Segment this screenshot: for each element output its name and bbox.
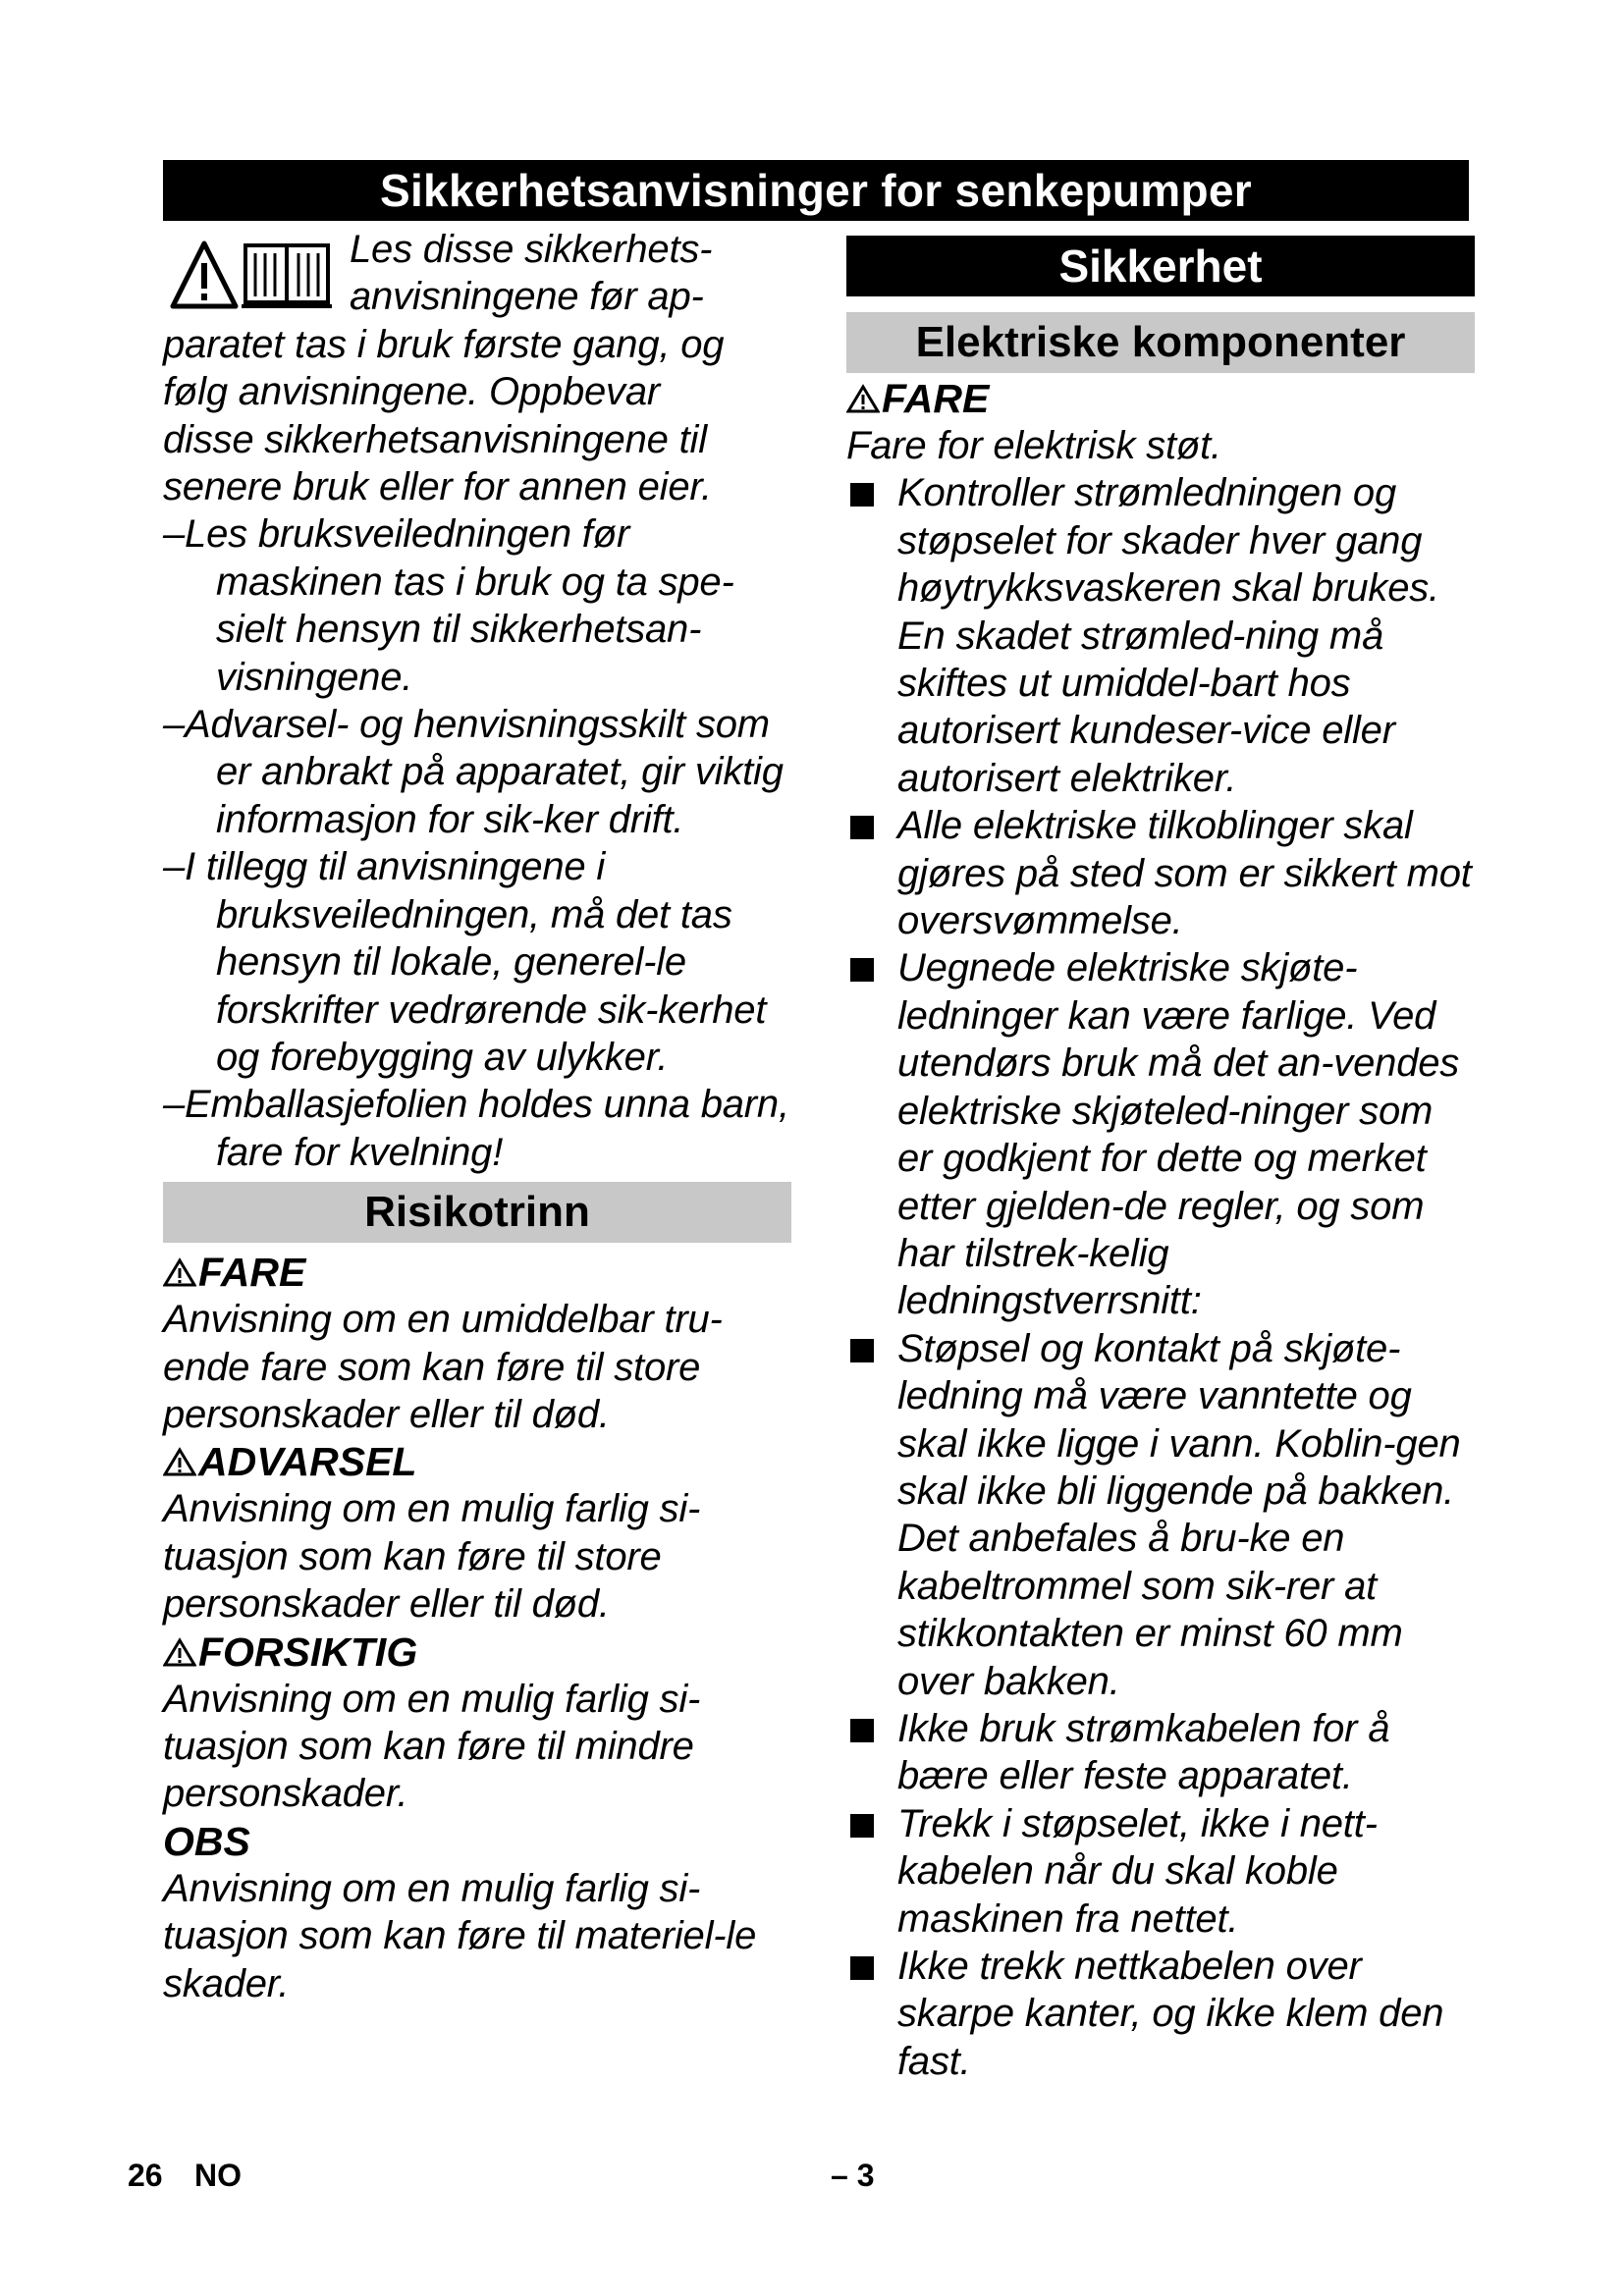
bullet-square-icon	[850, 1719, 874, 1742]
page-number: 26	[128, 2158, 163, 2193]
left-column	[163, 226, 791, 2007]
warning-manual-icon	[169, 238, 334, 310]
bullet-square-icon	[850, 1814, 874, 1838]
signal-word-forsiktig	[163, 1629, 791, 1676]
list-item-text: Støpsel og kontakt på skjøte-ledning må være vanntette og skal ikke ligge i vann. Koblin-gen skal ikke bli liggende på bakken. Det anbefales å bru-ke en kabeltrommel som sik-rer at stikkontakten er minst 60 mm over bakken.	[897, 1326, 1461, 1703]
intro-line: Les disse sikkerhets-	[350, 228, 713, 271]
bullet-square-icon	[850, 958, 874, 982]
intro-line: paratet tas i bruk første gang, og	[163, 322, 725, 366]
list-item-text: Alle elektriske tilkoblinger skal gjøres på sted som er sikkert mot oversvømmelse.	[897, 804, 1472, 943]
list-item-text: Uegnede elektriske skjøte-ledninger kan være farlige. Ved utendørs bruk må det an-vendes elektriske skjøteled-ninger som er godkjent for dette og merket etter gjelden-de regler, og som har tilstrek-kelig ledningstverrsnitt:	[897, 946, 1460, 1323]
signal-label: FORSIKTIG	[198, 1629, 418, 1675]
warning-triangle-icon	[163, 1637, 196, 1667]
warning-triangle-icon	[163, 1257, 196, 1287]
list-item-text: Kontroller strømledningen og støpselet for skader hver gang høytrykksvaskeren skal brukes. En skadet strømled-ning må skiftes ut umiddel-bart hos autorisert kundeser-vice eller autorisert elektriker.	[897, 471, 1439, 800]
bullet-square-icon	[850, 816, 874, 839]
right-column	[846, 236, 1475, 2085]
warning-triangle-icon	[163, 1447, 196, 1476]
intro-line: senere bruk eller for annen eier.	[163, 465, 712, 509]
list-item-text: Ikke bruk strømkabelen for å bære eller feste apparatet.	[897, 1706, 1390, 1798]
intro-line: disse sikkerhetsanvisningene til	[163, 417, 707, 461]
list-item	[846, 1943, 1475, 2085]
intro-line: anvisningene før ap-	[350, 275, 704, 319]
language-code: NO	[194, 2158, 242, 2193]
risk-heading: Risikotrinn	[163, 1182, 791, 1243]
page-title: Sikkerhetsanvisninger for senkepumper	[163, 160, 1469, 221]
signal-label: ADVARSEL	[198, 1439, 417, 1485]
list-item	[846, 1800, 1475, 1943]
list-item-text: Trekk i støpselet, ikke i nett-kabelen når du skal koble maskinen fra nettet.	[897, 1801, 1378, 1941]
list-item	[846, 944, 1475, 1324]
intro-line: følg anvisningene. Oppbevar	[163, 370, 661, 414]
section-heading: Sikkerhet	[846, 236, 1475, 296]
list-item	[846, 1325, 1475, 1705]
list-item	[846, 469, 1475, 802]
signal-label: FARE	[198, 1250, 306, 1296]
list-item: –Advarsel- og henvisningsskilt som er anbrakt på apparatet, gir viktig informasjon for sik-ker drift.	[163, 703, 784, 841]
signal-label: FARE	[882, 376, 990, 421]
list-item: –I tillegg til anvisningene i bruksveiledningen, må det tas hensyn til lokale, generel-le forskrifter vedrørende sik-kerhet og forebygging av ulykker.	[163, 845, 767, 1079]
bullet-square-icon	[850, 1339, 874, 1362]
signal-description: Anvisning om en mulig farlig si-tuasjon som kan føre til store personskader eller til død.	[163, 1487, 701, 1627]
list-item	[846, 802, 1475, 944]
list-item: –Les bruksveiledningen før maskinen tas i bruk og ta spe-sielt hensyn til sikkerhetsan-visningene.	[163, 512, 734, 699]
warning-triangle-icon	[846, 384, 880, 413]
signal-label: OBS	[163, 1818, 250, 1864]
intro-paragraph	[163, 226, 791, 510]
list-item: –Emballasjefolien holdes unna barn, fare for kvelning!	[163, 1083, 789, 1174]
signal-description: Anvisning om en mulig farlig si-tuasjon som kan føre til mindre personskader.	[163, 1677, 701, 1816]
signal-word-fare	[163, 1249, 791, 1296]
signal-word-fare	[846, 375, 1475, 422]
signal-word-obs	[163, 1818, 791, 1865]
danger-description: Fare for elektrisk støt.	[846, 424, 1221, 467]
bullet-square-icon	[850, 483, 874, 507]
list-item-text: Ikke trekk nettkabelen over skarpe kanter, og ikke klem den fast.	[897, 1945, 1444, 2083]
list-item	[846, 1705, 1475, 1800]
signal-description: Anvisning om en umiddelbar tru-ende fare som kan føre til store personskader eller til død.	[163, 1298, 723, 1436]
bullet-square-icon	[850, 1956, 874, 1980]
subsection-heading: Elektriske komponenter	[846, 312, 1475, 373]
signal-word-advarsel	[163, 1438, 791, 1485]
section-page-number: – 3	[831, 2158, 875, 2193]
signal-description: Anvisning om en mulig farlig si-tuasjon som kan føre til materiel-le skader.	[163, 1866, 757, 2005]
